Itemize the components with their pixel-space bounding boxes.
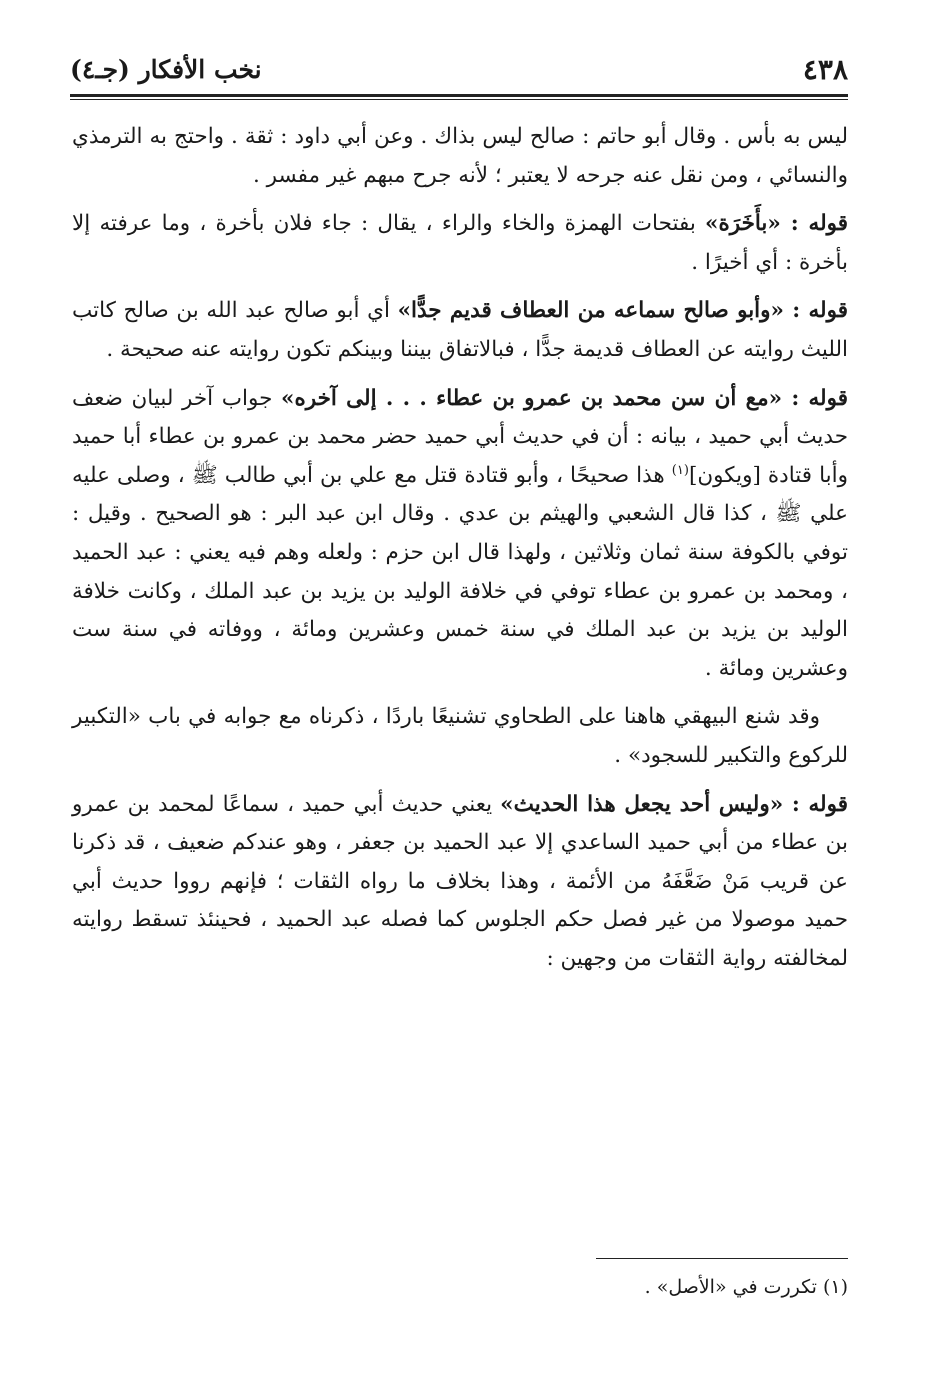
- paragraph-text: يعني حديث أبي حميد ، سماعًا لمحمد بن عمرو بن عطاء من أبي حميد الساعدي إلا عبد الحميد بن جعفر ، وهو عندكم ضعيف ، قد ذكرنا عن قريب مَنْ ضَعَّفَهُ من الأئمة ، وهذا بخلاف ما رواه الثقات ؛ فإنهم رووا حديث أبي حميد موصولا من غير فصل حكم الجلوس كما فصله عبد الحميد ، فحينئذ تسقط روايته لمخالفته رواية الثقات من وجهين :: [72, 791, 848, 971]
- footnote: [72, 1272, 848, 1302]
- header-rule-thick: [70, 94, 848, 97]
- paragraph-text: جواب آخر لبيان ضعف حديث أبي حميد ، بيانه : أن في حديث أبي حميد حضر محمد بن عمرو بن عطاء أبا حميد وأبا قتادة [ويكون]: [72, 385, 848, 488]
- paragraph-text-continued: هذا صحيحًا ، وأبو قتادة قتل مع علي بن أبي طالب ﷺ ، وصلى عليه علي ﷺ ، كذا قال الشعبي والهيثم بن عدي . وقال ابن عبد البر : هو الصحيح . وقيل : توفي بالكوفة سنة ثمان وثلاثين ، ولهذا قال ابن حزم : ولعله وهم فيه يعني : عبد الحميد ، ومحمد بن عمرو بن عطاء توفي في خلافة الوليد بن يزيد بن عبد الملك ، وكانت خلافة الوليد بن يزيد بن عبد الملك في سنة خمس وعشرين ومائة ، ووفاته في سنة ست وعشرين ومائة .: [72, 462, 848, 681]
- paragraph-text: ليس به بأس . وقال أبو حاتم : صالح ليس بذاك . وعن أبي داود : ثقة . واحتج به الترمذي والنسائي ، ومن نقل عنه جرحه لا يعتبر ؛ لأنه جرح مبهم غير مفسر .: [72, 124, 848, 188]
- quoted-lemma: قوله : «مع أن سن محمد بن عمرو بن عطاء . . . إلى آخره»: [281, 385, 848, 411]
- page-number: ٤٣٨: [802, 52, 848, 86]
- footnote-separator: [596, 1258, 848, 1259]
- paragraph: [72, 292, 848, 369]
- quoted-lemma: قوله : «بأَخَرَة»: [705, 211, 849, 237]
- paragraph: [72, 698, 848, 775]
- header-rule-thin: [70, 99, 848, 100]
- footnote-reference: (١): [671, 462, 689, 478]
- paragraph: [72, 380, 848, 689]
- paragraph-text: أي أبو صالح عبد الله بن صالح كاتب الليث روايته عن العطاف قديمة جدًّا ، فبالاتفاق بيننا وبينكم تكون روايته عنه صحيحة .: [72, 298, 848, 362]
- running-header: [70, 48, 848, 90]
- main-text: [72, 118, 848, 988]
- paragraph: [72, 786, 848, 979]
- quoted-lemma: قوله : «وليس أحد يجعل هذا الحديث»: [500, 791, 848, 817]
- paragraph: [72, 118, 848, 195]
- paragraph-text: وقد شنع البيهقي هاهنا على الطحاوي تشنيعًا باردًا ، ذكرناه مع جوابه في باب «التكبير للركوع والتكبير للسجود» .: [72, 704, 848, 768]
- paragraph: [72, 205, 848, 282]
- book-title: نخب الأفكار (جـ٤): [70, 54, 262, 84]
- footnote-text: (١) تكررت في «الأصل» .: [644, 1276, 848, 1298]
- paragraph-text: بفتحات الهمزة والخاء والراء ، يقال : جاء فلان بأخرة ، وما عرفته إلا بأخرة : أي أخيرًا .: [72, 211, 848, 275]
- quoted-lemma: قوله : «وأبو صالح سماعه من العطاف قديم جدًّا»: [397, 298, 848, 324]
